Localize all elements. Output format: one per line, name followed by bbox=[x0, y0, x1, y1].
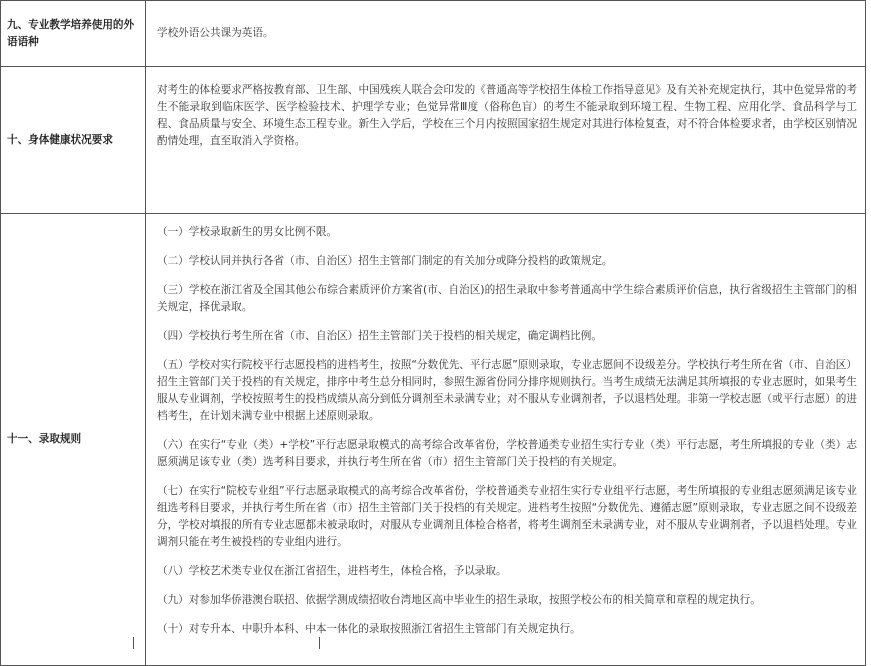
column-divider bbox=[319, 637, 320, 649]
admission-rule-item: （一）学校录取新生的男女比例不限。 bbox=[157, 226, 338, 238]
table-row-admission bbox=[1, 214, 866, 666]
admission-rule-item: （三）学校在浙江省及全国其他公布综合素质评价方案省(市、自治区)的招生录取中参考普通高中学生综合素质评价信息，执行省级招生主管部门的相关规定，择优录取。 bbox=[157, 284, 857, 313]
admission-rule-item: （六）在实行“专业（类）+学校”平行志愿录取模式的高考综合改革省份，学校普通类专业招生实行专业（类）平行志愿，考生所填报的专业（类）志愿须满足该专业（类）选考科目要求，并执行考生所在省（市）招生主管部门关于投档的有关规定。 bbox=[157, 439, 857, 468]
row-label-foreign-language: 九、专业教学培养使用的外语语种 bbox=[1, 1, 146, 67]
admission-rule-item: （八）学校艺术类专业仅在浙江省招生，进档考生，体检合格，予以录取。 bbox=[157, 565, 507, 577]
row-label-health: 十、身体健康状况要求 bbox=[1, 67, 146, 214]
admission-rule-item: （四）学校执行考生所在省（市、自治区）招生主管部门关于投档的相关规定，确定调档比例。 bbox=[157, 330, 602, 342]
row-content-health: 对考生的体检要求严格按教育部、卫生部、中国残疾人联合会印发的《普通高等学校招生体检工作指导意见》及有关补充规定执行，其中色觉异常的考生不能录取到临床医学、医学检验技术、护理学专业；色觉异常Ⅲ度（俗称色盲）的考生不能录取到环境工程、生物工程、应用化学、食品科学与工程、食品质量与安全、环境生态工程专业。新生入学后，学校在三个月内按照国家招生规定对其进行体检复查，对不符合体检要求者，由学校区别情况酌情处理，直至取消入学资格。 bbox=[146, 67, 866, 214]
row-content-foreign-language: 学校外语公共课为英语。 bbox=[146, 1, 866, 67]
column-divider bbox=[133, 637, 134, 649]
row-label-admission: 十一、录取规则 bbox=[1, 214, 146, 666]
admission-rule-item: （九）对参加华侨港澳台联招、依据学测成绩招收台湾地区高中毕业生的招生录取，按照学校公布的相关简章和章程的规定执行。 bbox=[157, 594, 761, 606]
row-content-admission bbox=[146, 214, 866, 666]
admission-rule-item: （十）对专升本、中职升本科、中本一体化的录取按照浙江省招生主管部门有关规定执行。 bbox=[157, 623, 581, 635]
admission-rule-item: （五）学校对实行院校平行志愿投档的进档考生，按照“分数优先、平行志愿”原则录取，专业志愿间不设级差分。学校执行考生所在省（市、自治区）招生主管部门关于投档的有关规定，排序中考生总分相同时，参照生源省份同分排序规则执行。当考生成绩无法满足其所填报的专业志愿时，如果考生服从专业调剂，学校按照考生的投档成绩从高分到低分调剂至未录满专业；对不服从专业调剂者，予以退档处理。非第一学校志愿（或平行志愿）的进档考生，在计划未满专业中根据上述原则录取。 bbox=[157, 359, 857, 422]
admission-rule-item: （二）学校认同并执行各省（市、自治区）招生主管部门制定的有关加分或降分投档的政策规定。 bbox=[157, 255, 613, 267]
next-row-top-edge bbox=[0, 637, 866, 649]
table-row-health bbox=[1, 67, 866, 214]
admission-rule-item: （七）在实行“院校专业组”平行志愿录取模式的高考综合改革省份，学校普通类专业招生实行专业组平行志愿，考生所填报的专业组志愿须满足该专业组选考科目要求，并执行考生所在省（市）招生主管部门关于投档的有关规定。进档考生按照“分数优先、遵循志愿”原则录取，专业志愿之间不设级差分，学校对填报的所有专业志愿都未被录取时，对服从专业调剂且体检合格者，将考生调剂至未录满专业，对不服从专业调剂者，予以退档处理。专业调剂只能在考生被投档的专业组内进行。 bbox=[157, 485, 857, 548]
table-row-foreign-language bbox=[1, 1, 866, 67]
